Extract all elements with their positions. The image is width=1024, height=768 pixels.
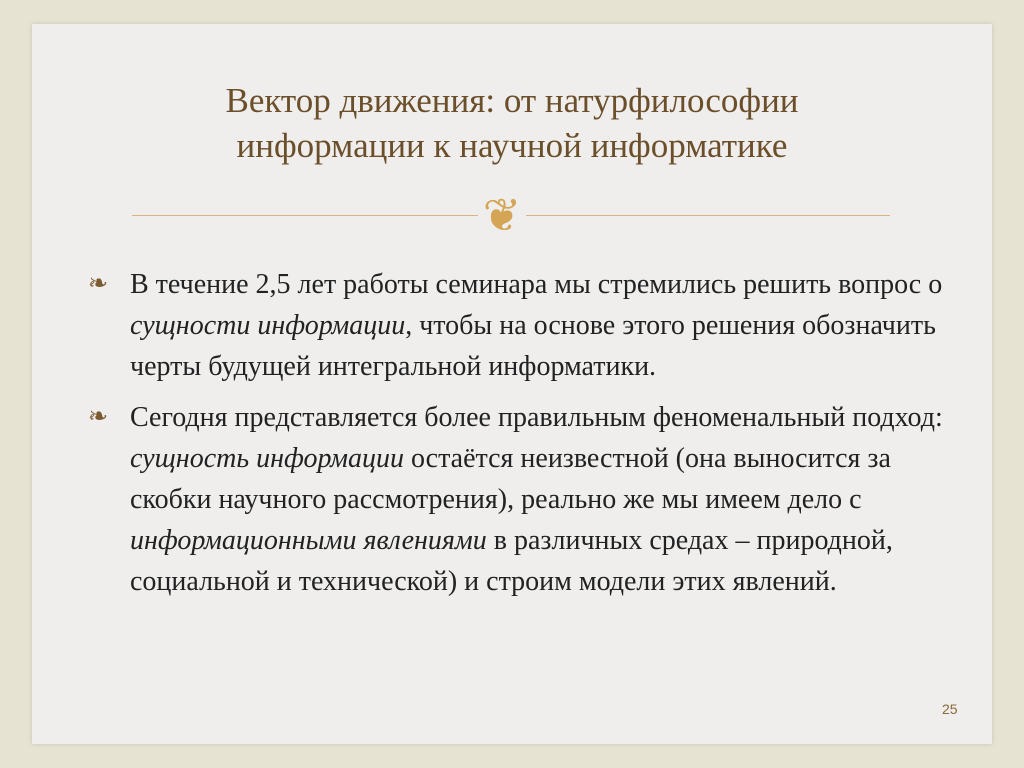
bullet-2-text-b: остаётся неизвестной (она выносится за скобки научного рассмотрения), реально же мы имеем дело с	[130, 443, 891, 515]
fleuron-bullet-icon: ❧	[88, 404, 109, 430]
bullet-1-text-b: , чтобы на основе этого решения обозначить черты будущей интегральной информатики.	[130, 310, 936, 382]
title-line-2: информации к научной информатике	[236, 126, 788, 165]
fleuron-bullet-icon: ❧	[88, 271, 109, 297]
bullet-2-text-c: в различных средах – природной, социальной и технической) и строим модели этих явлений.	[130, 525, 893, 597]
bullet-1-text-a: В течение 2,5 лет работы семинара мы стремились решить вопрос о	[130, 269, 943, 300]
fleuron-icon: ❦	[478, 192, 526, 240]
page-number: 25	[942, 701, 958, 717]
bullet-2-text-a: Сегодня представляется более правильным феноменальный подход:	[130, 402, 943, 433]
bullet-2-italic-a: сущность информации	[130, 443, 404, 474]
title-line-1: Вектор движения: от натурфилософии	[225, 81, 799, 120]
bullet-1-italic-a: сущности информации	[130, 310, 406, 341]
bullet-item-1	[88, 264, 948, 387]
slide-body	[88, 264, 948, 612]
bullet-item-2	[88, 397, 948, 602]
slide-title	[32, 78, 992, 168]
slide	[32, 24, 992, 744]
bullet-2-italic-b: информационными явлениями	[130, 525, 487, 556]
